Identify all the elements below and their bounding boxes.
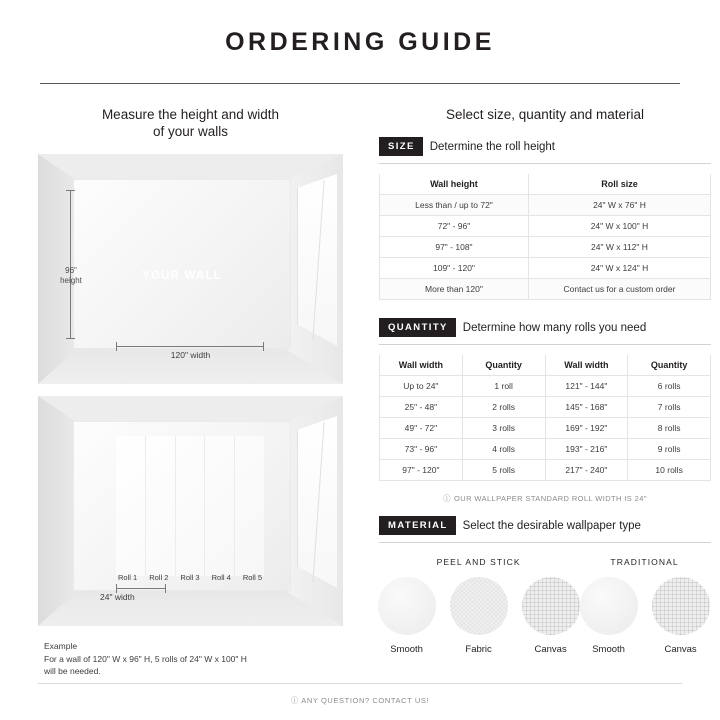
swatch-label: Canvas <box>664 644 697 655</box>
info-icon: ⓘ <box>290 696 299 705</box>
swatch-label: Smooth <box>592 644 625 655</box>
right-column <box>379 106 711 678</box>
column-header: Quantity <box>628 355 711 376</box>
cell-quantity: 1 roll <box>462 376 545 397</box>
column-header: Wall height <box>380 174 529 195</box>
material-group-peel-and-stick <box>379 557 578 655</box>
roll-strips <box>116 436 264 576</box>
column-header: Wall width <box>545 355 628 376</box>
cell-wall-width: 25" - 48" <box>380 397 463 418</box>
example-line2: will be needed. <box>44 666 101 676</box>
swatch-canvas-icon <box>652 577 710 635</box>
example-note <box>44 640 343 678</box>
roll-width-tick-right <box>165 584 166 593</box>
cell-quantity: 8 rolls <box>628 418 711 439</box>
cell-wall-width: 121" - 144" <box>545 376 628 397</box>
roll-label: Roll 1 <box>118 573 138 582</box>
cell-quantity: 7 rolls <box>628 397 711 418</box>
height-word: height <box>60 276 82 285</box>
table-row <box>380 258 711 279</box>
column-header: Roll size <box>528 174 710 195</box>
swatch-fabric-icon <box>450 577 508 635</box>
roll-strip <box>205 436 235 576</box>
width-dimension-label: 120" width <box>170 350 211 360</box>
section-material <box>379 516 711 655</box>
quantity-section-header <box>379 318 711 337</box>
cell-quantity: 3 rolls <box>462 418 545 439</box>
cell-quantity: 6 rolls <box>628 376 711 397</box>
cell-quantity: 2 rolls <box>462 397 545 418</box>
title-divider <box>40 83 680 84</box>
footer-divider <box>38 683 682 684</box>
standard-roll-note-text: OUR WALLPAPER STANDARD ROLL WIDTH IS 24" <box>454 494 647 503</box>
cell-wall-width: 49" - 72" <box>380 418 463 439</box>
example-line1: For a wall of 120" W x 96" H, 5 rolls of 24" W x 100" H <box>44 653 247 664</box>
table-row <box>380 279 711 300</box>
back-wall <box>74 180 290 348</box>
material-divider <box>379 542 711 543</box>
roll-width-label: 24" width <box>100 592 135 602</box>
quantity-table <box>379 355 711 481</box>
group-title: TRADITIONAL <box>610 557 679 567</box>
table-row <box>380 397 711 418</box>
cell-quantity: 9 rolls <box>628 439 711 460</box>
roll-label: Roll 3 <box>180 573 200 582</box>
cell-roll-size: 24" W x 76" H <box>528 195 710 216</box>
quantity-divider <box>379 344 711 345</box>
material-section-header <box>379 516 711 535</box>
swatch-smooth[interactable] <box>378 577 436 655</box>
cell-roll-size: 24" W x 112" H <box>528 237 710 258</box>
height-value: 96" <box>65 266 77 275</box>
cell-wall-width: 169" - 192" <box>545 418 628 439</box>
roll-strip <box>235 436 264 576</box>
height-dimension-label <box>56 266 86 286</box>
table-row <box>380 237 711 258</box>
column-header: Quantity <box>462 355 545 376</box>
cell-wall-height: 72" - 96" <box>380 216 529 237</box>
table-row <box>380 216 711 237</box>
height-tick-top <box>66 190 75 191</box>
table-row <box>380 460 711 481</box>
size-divider <box>379 163 711 164</box>
roll-width-dimension-line <box>116 588 166 589</box>
cell-roll-size: 24" W x 124" H <box>528 258 710 279</box>
column-header: Wall width <box>380 355 463 376</box>
table-header-row <box>380 174 711 195</box>
cell-wall-width: 73" - 96" <box>380 439 463 460</box>
swatch-canvas-icon <box>522 577 580 635</box>
swatch-canvas[interactable] <box>522 577 580 655</box>
material-groups <box>379 557 711 655</box>
left-wall <box>38 396 76 626</box>
swatch-smooth-icon <box>580 577 638 635</box>
width-dimension-line <box>116 346 264 347</box>
roll-strip <box>146 436 176 576</box>
section-quantity <box>379 318 711 504</box>
left-heading <box>38 106 343 140</box>
cell-quantity: 10 rolls <box>628 460 711 481</box>
table-row <box>380 418 711 439</box>
your-wall-label: YOUR WALL <box>142 270 222 282</box>
table-header-row <box>380 355 711 376</box>
swatch-list <box>379 577 578 655</box>
size-subtitle: Determine the roll height <box>429 140 556 153</box>
left-heading-line2: of your walls <box>152 124 229 139</box>
cell-wall-width: 217" - 240" <box>545 460 628 481</box>
cell-wall-width: 145" - 168" <box>545 397 628 418</box>
room-illustration-rolls <box>38 396 343 626</box>
size-section-header <box>379 137 711 156</box>
right-heading: Select size, quantity and material <box>445 107 645 122</box>
table-row <box>380 376 711 397</box>
swatch-label: Fabric <box>465 644 492 655</box>
cell-wall-width: Up to 24" <box>380 376 463 397</box>
swatch-canvas-traditional[interactable] <box>652 577 710 655</box>
swatch-list <box>578 577 711 655</box>
group-title: PEEL AND STICK <box>436 557 521 567</box>
material-group-traditional <box>578 557 711 655</box>
material-subtitle: Select the desirable wallpaper type <box>462 519 641 532</box>
size-table <box>379 174 711 300</box>
roll-labels <box>112 573 268 582</box>
roll-strip <box>116 436 146 576</box>
material-tag: MATERIAL <box>379 516 456 535</box>
section-size <box>379 137 711 300</box>
roll-label: Roll 2 <box>149 573 169 582</box>
roll-label: Roll 5 <box>242 573 262 582</box>
example-title: Example <box>44 641 78 651</box>
cell-wall-height: More than 120" <box>380 279 529 300</box>
left-column <box>38 106 343 678</box>
cell-wall-width: 97" - 120" <box>380 460 463 481</box>
cell-quantity: 4 rolls <box>462 439 545 460</box>
cell-roll-size: 24" W x 100" H <box>528 216 710 237</box>
height-dimension-line <box>70 190 71 338</box>
roll-label: Roll 4 <box>211 573 231 582</box>
page-title: ORDERING GUIDE <box>225 28 495 56</box>
height-tick-bottom <box>66 338 75 339</box>
swatch-smooth-icon <box>378 577 436 635</box>
cell-wall-height: 109" - 120" <box>380 258 529 279</box>
quantity-subtitle: Determine how many rolls you need <box>462 321 647 334</box>
swatch-label: Canvas <box>534 644 567 655</box>
footer-text: ANY QUESTION? CONTACT US! <box>301 696 430 705</box>
swatch-fabric[interactable] <box>450 577 508 655</box>
room-illustration-measure <box>38 154 343 384</box>
standard-roll-note <box>379 493 711 504</box>
footer[interactable] <box>0 695 720 706</box>
cell-quantity: 5 rolls <box>462 460 545 481</box>
roll-strip <box>176 436 206 576</box>
quantity-tag: QUANTITY <box>379 318 456 337</box>
table-row <box>380 195 711 216</box>
table-row <box>380 439 711 460</box>
content-columns <box>0 106 720 678</box>
swatch-smooth-traditional[interactable] <box>580 577 638 655</box>
left-heading-line1: Measure the height and width <box>101 107 280 122</box>
cell-wall-height: 97" - 108" <box>380 237 529 258</box>
size-tag: SIZE <box>379 137 423 156</box>
swatch-label: Smooth <box>390 644 423 655</box>
cell-wall-width: 193" - 216" <box>545 439 628 460</box>
info-icon: ⓘ <box>443 494 452 503</box>
cell-roll-size: Contact us for a custom order <box>528 279 710 300</box>
cell-wall-height: Less than / up to 72" <box>380 195 529 216</box>
